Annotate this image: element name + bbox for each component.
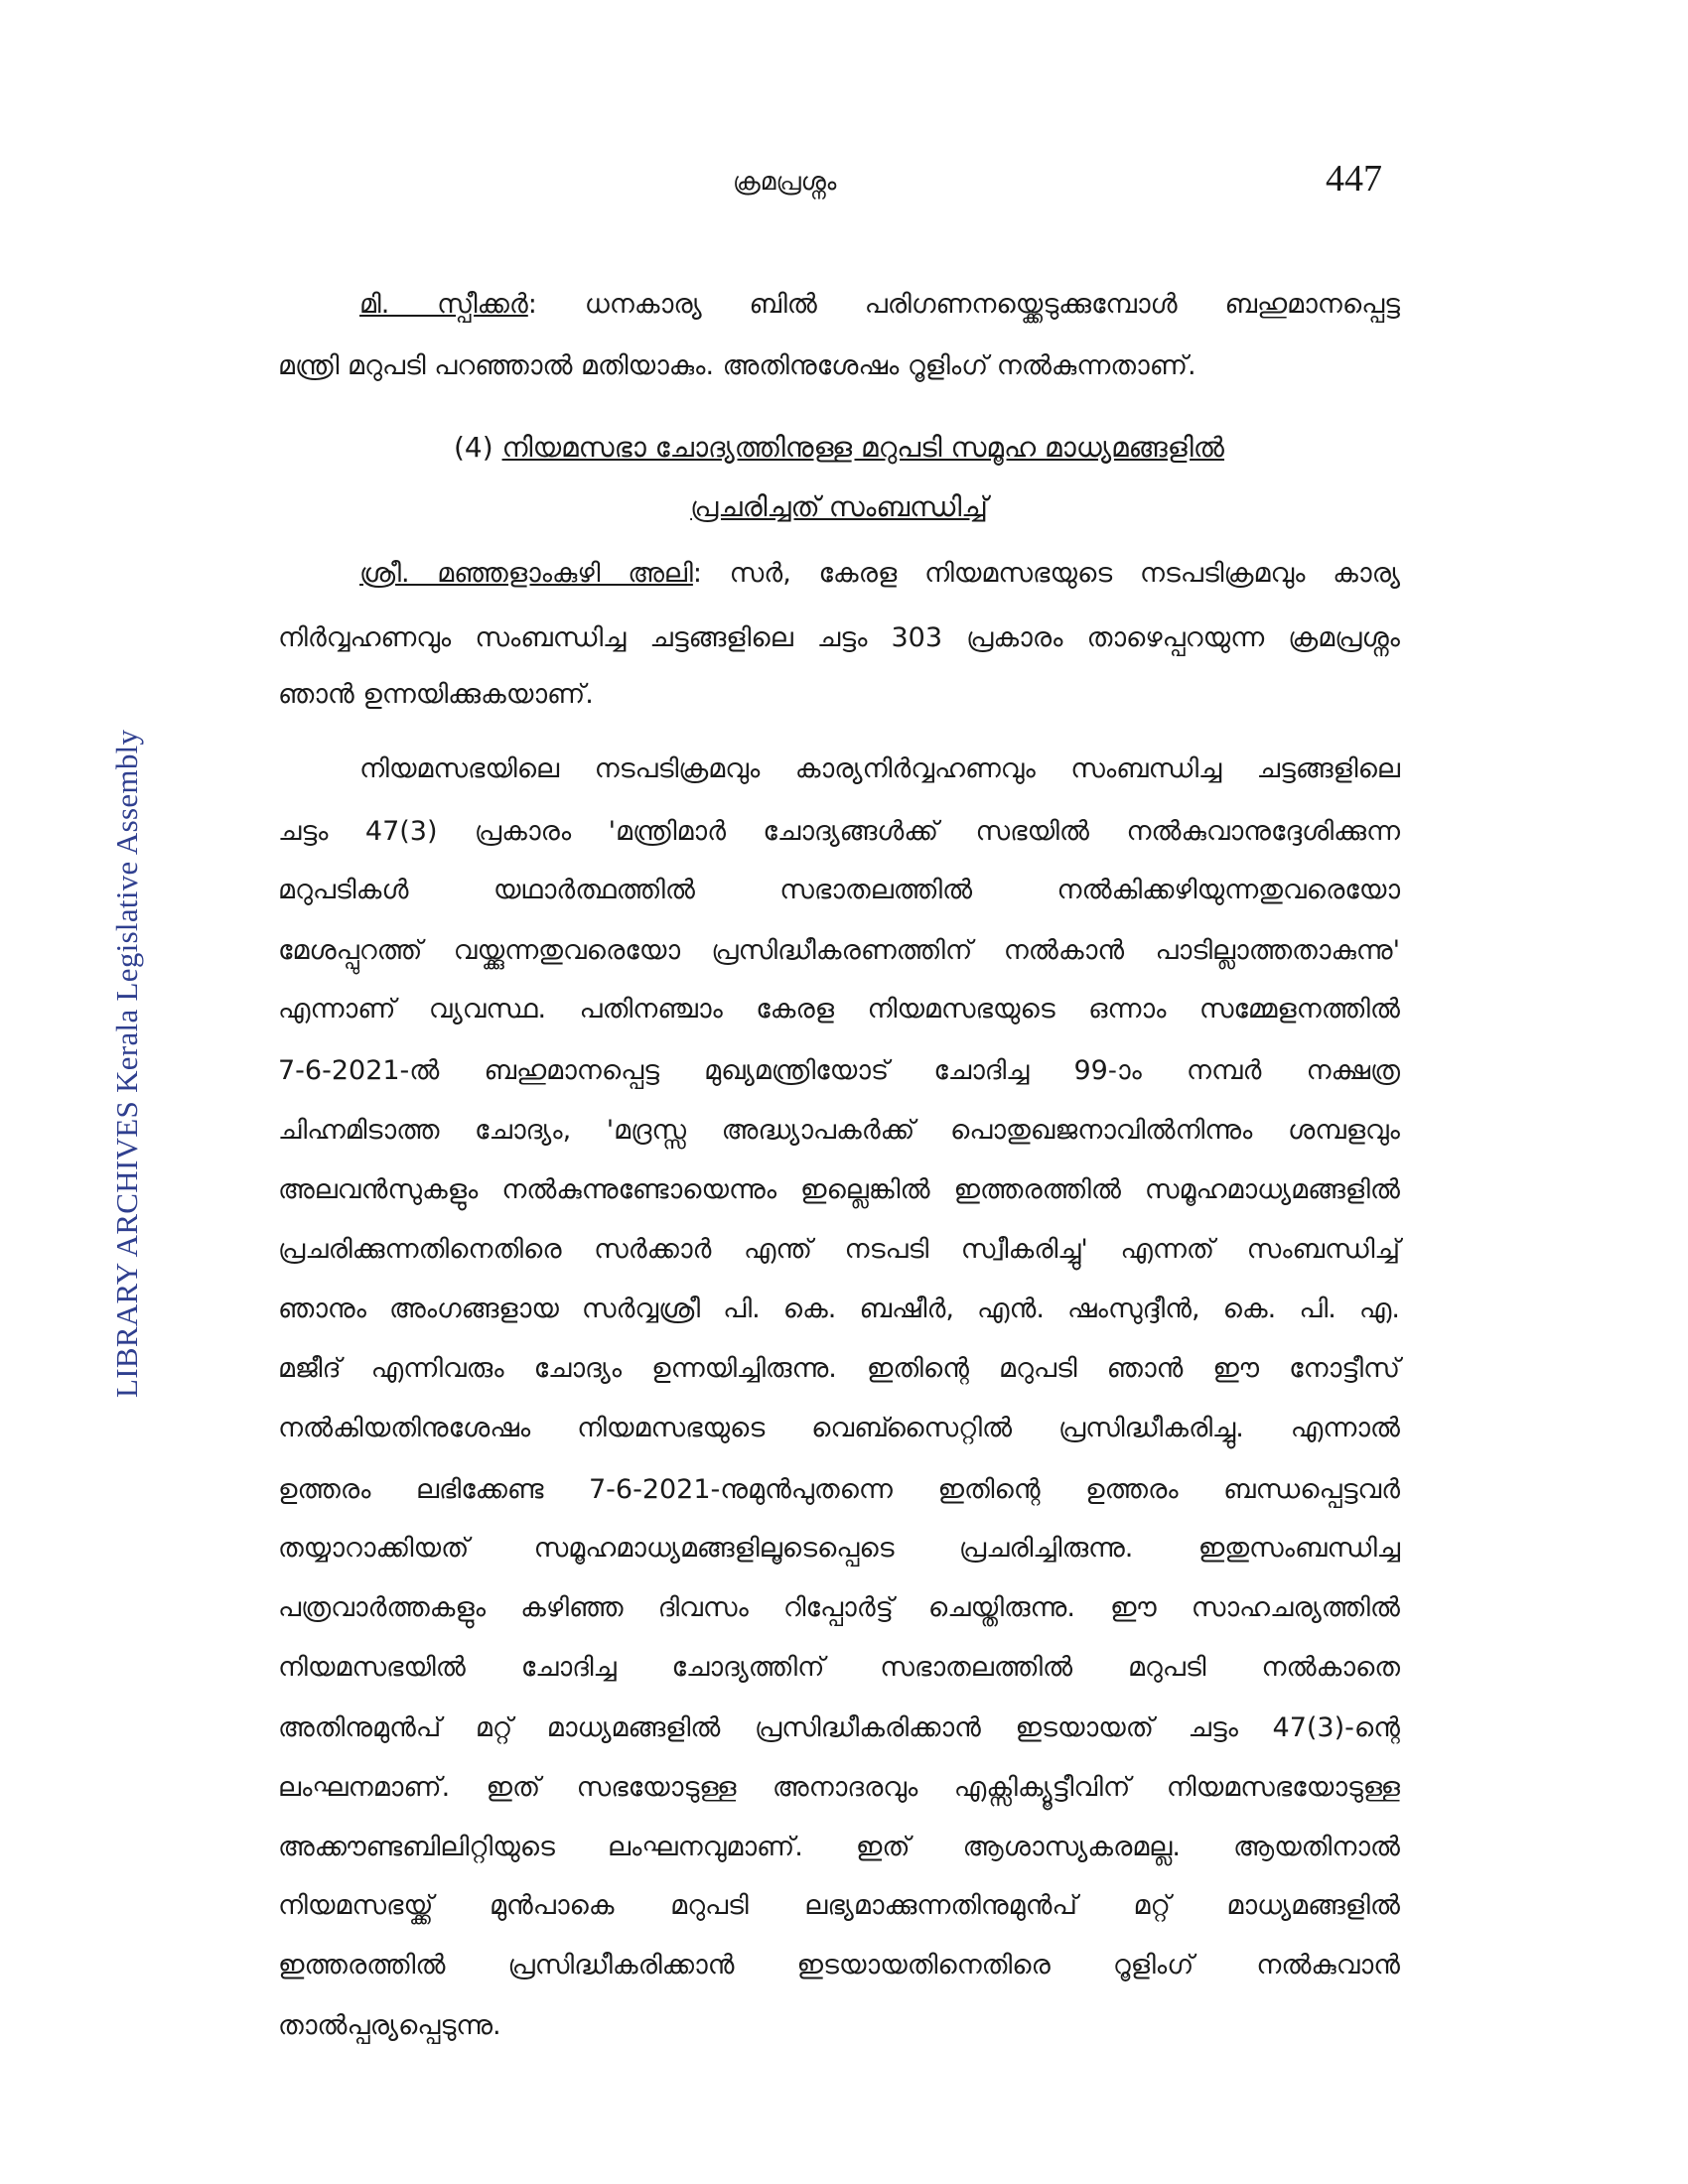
para3-line: 7-6-2021-ൽ ബഹുമാനപ്പെട്ട മുഖ്യമന്ത്രിയോട് ചോദിച്ച 99-ാം നമ്പർ നക്ഷത്ര (278, 1055, 1400, 1086)
para3-line: മേശപ്പുറത്ത് വയ്ക്കുന്നതുവരെയോ പ്രസിദ്ധീകരണത്തിന് നൽകാൻ പാടില്ലാത്തതാകുന്നു' (278, 935, 1400, 966)
para3-line: ചട്ടം 47(3) പ്രകാരം 'മന്ത്രിമാർ ചോദ്യങ്ങൾക്ക് സഭയിൽ നൽകുവാനുദ്ദേശിക്കുന്ന (278, 816, 1400, 847)
para3-line: പത്രവാർത്തകളും കഴിഞ്ഞ ദിവസം റിപ്പോർട്ട് ചെയ്തിരുന്നു. ഈ സാഹചര്യത്തിൽ (278, 1592, 1400, 1623)
para3-line: നിയമസഭയിൽ ചോദിച്ച ചോദ്യത്തിന് സഭാതലത്തിൽ മറുപടി നൽകാതെ (278, 1652, 1400, 1683)
para3-line: നിയമസഭയിലെ നടപടിക്രമവും കാര്യനിർവ്വഹണവും സംബന്ധിച്ച ചട്ടങ്ങളിലെ (359, 753, 1400, 784)
para3-line-last: താൽപ്പര്യപ്പെടുന്നു. (278, 2010, 501, 2041)
para1-speaker: മി. സ്പീക്കർ (359, 289, 528, 320)
para2-speaker: ശ്രീ. മഞ്ഞളാംകുഴി അലി (359, 558, 693, 589)
para2-line1-text: : സർ, കേരള നിയമസഭയുടെ നടപടിക്രമവും കാര്യ (692, 558, 1401, 589)
para3-line: അക്കൗണ്ടബിലിറ്റിയുടെ ലംഘനവുമാണ്. ഇത് ആശാസ്യകരമല്ല. ആയതിനാൽ (278, 1832, 1400, 1862)
para3-line: ഞാനും അംഗങ്ങളായ സർവ്വശ്രീ പി. കെ. ബഷീർ, എൻ. ഷംസുദ്ദീൻ, കെ. പി. എ. (278, 1294, 1400, 1324)
running-header: ക്രമപ്രശ്നം (733, 167, 837, 196)
para3-line: ഉത്തരം ലഭിക്കേണ്ട 7-6-2021-നുമുൻപുതന്നെ ഇതിന്റെ ഉത്തരം ബന്ധപ്പെട്ടവർ (278, 1474, 1400, 1505)
para3-line: പ്രചരിക്കുന്നതിനെതിരെ സർക്കാർ എന്ത് നടപടി സ്വീകരിച്ചു' എന്നത് സംബന്ധിച്ച് (278, 1234, 1400, 1265)
para1-line2: മന്ത്രി മറുപടി പറഞ്ഞാൽ മതിയാകും. അതിനുശേഷം റൂളിംഗ് നൽകുന്നതാണ്. (278, 350, 1196, 381)
para3-line: എന്നാണ് വ്യവസ്ഥ. പതിനഞ്ചാം കേരള നിയമസഭയുടെ ഒന്നാം സമ്മേളനത്തിൽ (278, 994, 1400, 1024)
para1-line1-text: : ധനകാര്യ ബിൽ പരിഗണനയ്ക്കെടുക്കുമ്പോൾ ബഹുമാനപ്പെട്ട (527, 289, 1400, 320)
para3-line: അലവൻസുകളും നൽകുന്നുണ്ടോയെന്നും ഇല്ലെങ്കിൽ ഇത്തരത്തിൽ സമൂഹമാധ്യമങ്ങളിൽ (278, 1174, 1400, 1205)
para1-line1 (359, 285, 1400, 325)
section-number: (4) (453, 431, 502, 464)
section-heading-line2 (278, 487, 1400, 527)
para2-line1 (359, 554, 1400, 594)
para3-line: മറുപടികൾ യഥാർത്ഥത്തിൽ സഭാതലത്തിൽ നൽകിക്കഴിയുന്നതുവരെയോ (278, 875, 1400, 905)
para3-line: തയ്യാറാക്കിയത് സമൂഹമാധ്യമങ്ങളിലൂടെപ്പെടെ പ്രചരിച്ചിരുന്നു. ഇതുസംബന്ധിച്ച (278, 1533, 1400, 1564)
para3-line: ലംഘനമാണ്. ഇത് സഭയോടുള്ള അനാദരവും എക്സിക്യൂട്ടീവിന് നിയമസഭയോടുള്ള (278, 1772, 1400, 1803)
section-heading-text2: പ്രചരിച്ചത് സംബന്ധിച്ച് (690, 490, 988, 523)
para3-line: നൽകിയതിനുശേഷം നിയമസഭയുടെ വെബ്സൈറ്റിൽ പ്രസിദ്ധീകരിച്ചു. എന്നാൽ (278, 1413, 1400, 1443)
para3-line: ഇത്തരത്തിൽ പ്രസിദ്ധീകരിക്കാൻ ഇടയായതിനെതിരെ റൂളിംഗ് നൽകുവാൻ (278, 1950, 1400, 1980)
section-heading-line1 (278, 428, 1400, 468)
page-number: 447 (1326, 158, 1382, 200)
para3-line: അതിനുമുൻപ് മറ്റ് മാധ്യമങ്ങളിൽ പ്രസിദ്ധീകരിക്കാൻ ഇടയായത് ചട്ടം 47(3)-ന്റെ (278, 1712, 1400, 1743)
para3-line: മജീദ് എന്നിവരും ചോദ്യം ഉന്നയിച്ചിരുന്നു. ഇതിന്റെ മറുപടി ഞാൻ ഈ നോട്ടീസ് (278, 1353, 1400, 1384)
para3-line: നിയമസഭയ്ക്ക് മുൻപാകെ മറുപടി ലഭ്യമാക്കുന്നതിനുമുൻപ് മറ്റ് മാധ്യമങ്ങളിൽ (278, 1890, 1400, 1921)
para3-line: ചിഹ്നമിടാത്ത ചോദ്യം, 'മദ്രസ്സ അദ്ധ്യാപകർക്ക് പൊതുഖജനാവിൽനിന്നും ശമ്പളവും (278, 1115, 1400, 1146)
para2-line3: ഞാൻ ഉന്നയിക്കുകയാണ്. (278, 679, 594, 710)
archive-watermark: LIBRARY ARCHIVES Kerala Legislative Assembly (109, 729, 144, 1398)
section-heading-text1: നിയമസഭാ ചോദ്യത്തിനുള്ള മറുപടി സമൂഹ മാധ്യമങ്ങളിൽ (501, 431, 1225, 464)
para2-line2: നിർവ്വഹണവും സംബന്ധിച്ച ചട്ടങ്ങളിലെ ചട്ടം 303 പ്രകാരം താഴെപ്പറയുന്ന ക്രമപ്രശ്നം (278, 622, 1400, 653)
